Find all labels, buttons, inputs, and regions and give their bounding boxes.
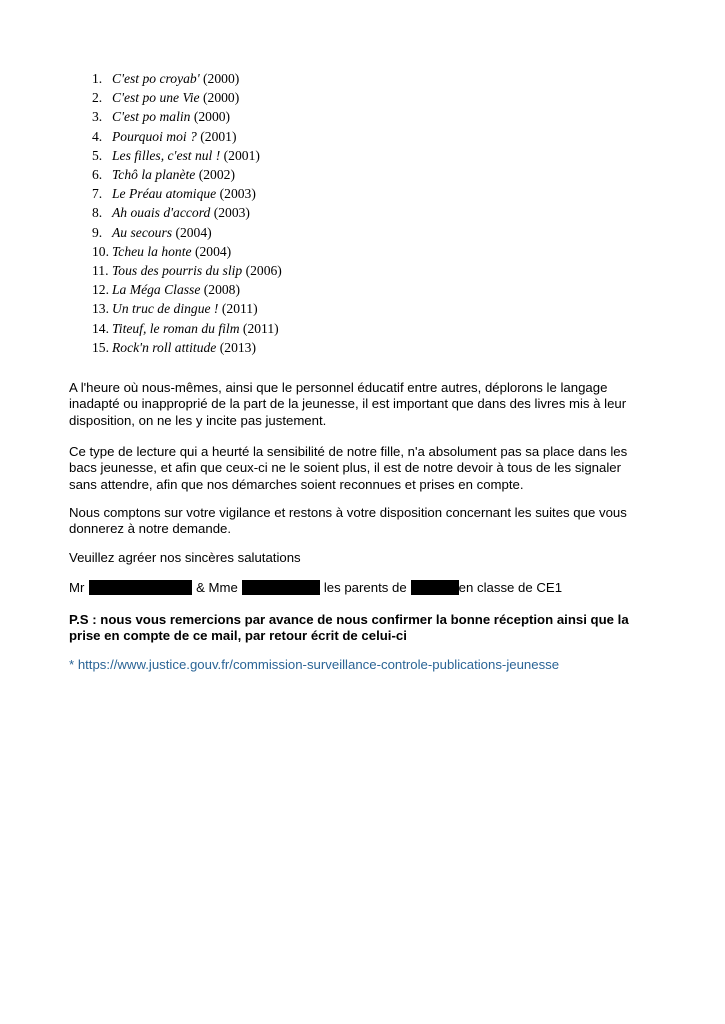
list-item (92, 203, 282, 222)
list-item-title: C'est po une Vie (112, 90, 200, 106)
list-item-number: 15. (92, 339, 109, 355)
paragraph-vigilance: Nous comptons sur votre vigilance et restons à votre disposition concernant les suites que vous donnerez à notre demande. (69, 505, 627, 537)
list-item-year: (2011) (221, 301, 258, 317)
list-item-year: (2006) (245, 263, 282, 279)
list-item-title: Un truc de dingue ! (112, 301, 219, 317)
list-item-number: 3. (92, 109, 103, 125)
book-list (92, 69, 282, 357)
list-item-number: 1. (92, 71, 103, 86)
list-item (92, 184, 282, 203)
list-item-title: Tous des pourris du slip (112, 263, 243, 279)
list-item (92, 299, 282, 318)
list-item (92, 165, 282, 184)
list-item (92, 127, 282, 146)
redacted-block (89, 580, 192, 595)
list-item-year: (2000) (193, 109, 231, 125)
list-item-year: (2004) (194, 243, 232, 259)
list-item-number: 11. (92, 263, 109, 279)
list-item-year: (2004) (175, 224, 212, 240)
list-item-number: 6. (92, 167, 103, 183)
signature-and-mme: & Mme (196, 580, 238, 595)
list-item-title: Le Préau atomique (112, 186, 217, 202)
list-item-year: (2000) (203, 71, 240, 86)
list-item (92, 107, 282, 126)
list-item-title: La Méga Classe (112, 282, 201, 298)
postscript: P.S : nous vous remercions par avance de nous confirmer la bonne réception ainsi que la prise en compte de ce mail, par retour écrit de celui-ci (69, 612, 629, 644)
list-item (92, 280, 282, 299)
list-item (92, 223, 282, 242)
list-item (92, 88, 282, 107)
list-item-year: (2003) (219, 186, 256, 202)
list-item-number: 12. (92, 282, 109, 298)
list-item-year: (2013) (219, 339, 256, 355)
list-item-year: (2001) (223, 147, 260, 163)
paragraph-salutations: Veuillez agréer nos sincères salutations (69, 550, 301, 565)
footnote-marker: * (69, 657, 75, 672)
list-item-year: (2003) (213, 205, 250, 221)
paragraph-reading-complaint: Ce type de lecture qui a heurté la sensibilité de notre fille, n'a absolument pas sa place dans les bacs jeunesse, et afin que ceux-ci ne le soient plus, il est de notre devoir à tous de les signaler sans attendre, afin que nos démarches soient reconnues et prises en compte. (69, 444, 628, 492)
list-item-number: 9. (92, 224, 103, 240)
list-item (92, 69, 282, 88)
list-item-title: Les filles, c'est nul ! (112, 147, 221, 163)
list-item-number: 2. (92, 90, 103, 106)
list-item-year: (2002) (198, 167, 235, 183)
list-item-number: 5. (92, 147, 103, 163)
signature-line (69, 580, 649, 596)
list-item (92, 146, 282, 165)
list-item (92, 261, 282, 280)
signature-class: en classe de CE1 (458, 580, 563, 595)
list-item-number: 8. (92, 205, 103, 221)
paragraph-language-concern: A l'heure où nous-mêmes, ainsi que le personnel éducatif entre autres, déplorons le langage inadapté ou inapproprié de la part de la jeunesse, il est important que dans des livres mis à leur disposition, on ne les y incite pas justement. (69, 380, 627, 428)
list-item-title: C'est po malin (112, 109, 191, 125)
list-item-number: 7. (92, 186, 103, 202)
list-item-title: Pourquoi moi ? (112, 128, 197, 144)
footnote-link[interactable]: https://www.justice.gouv.fr/commission-surveillance-controle-publications-jeunesse (77, 657, 560, 672)
list-item (92, 242, 282, 261)
list-item-title: Tchô la planète (112, 167, 196, 183)
list-item-year: (2000) (203, 90, 240, 106)
list-item-number: 14. (92, 320, 109, 336)
list-item-year: (2008) (203, 282, 241, 298)
list-item-number: 13. (92, 301, 109, 317)
list-item-year: (2011) (242, 320, 279, 336)
signature-parents-of: les parents de (323, 580, 407, 595)
redacted-block (242, 580, 320, 595)
signature-mr: Mr (69, 580, 85, 595)
list-item (92, 319, 282, 338)
list-item-title: Rock'n roll attitude (112, 339, 217, 355)
list-item (92, 338, 282, 357)
list-item-title: C'est po croyab' (112, 71, 200, 86)
footnote (69, 657, 649, 673)
list-item-title: Titeuf, le roman du film (112, 320, 240, 336)
list-item-title: Tcheu la honte (112, 243, 192, 259)
list-item-year: (2001) (200, 128, 237, 144)
list-item-number: 4. (92, 128, 103, 144)
redacted-block (411, 580, 459, 595)
list-item-title: Au secours (112, 224, 173, 240)
list-item-number: 10. (92, 243, 109, 259)
list-item-title: Ah ouais d'accord (112, 205, 211, 221)
